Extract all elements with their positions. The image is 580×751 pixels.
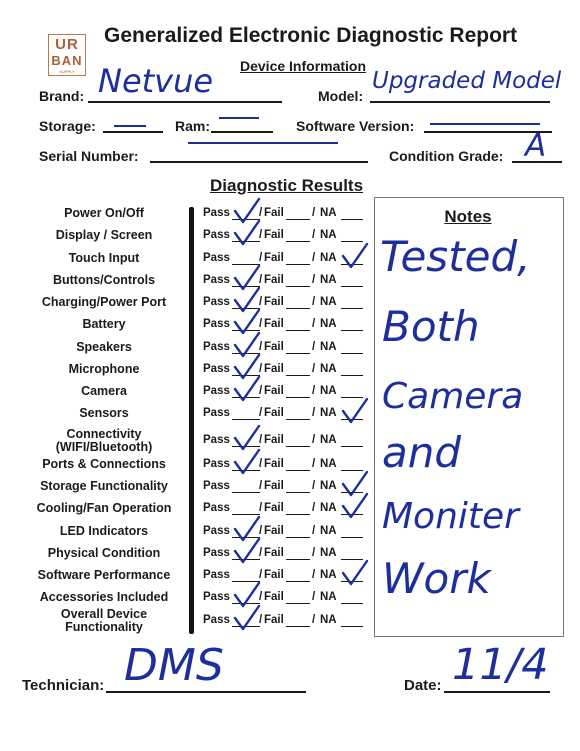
pass-checkmark-icon [232, 537, 262, 565]
option-separator: / [259, 318, 263, 331]
pass-option-label: Pass [203, 546, 230, 559]
notes-handwriting-line: and [382, 428, 462, 477]
model-handwritten-value: Upgraded Model [372, 68, 562, 94]
pass-option-label: Pass [203, 273, 230, 286]
date-line [444, 691, 550, 693]
model-label: Model: [318, 88, 364, 104]
diagnostic-item-label: Physical Condition [47, 545, 161, 560]
option-separator: / [312, 502, 316, 515]
fail-blank[interactable] [286, 397, 310, 398]
pass-option-label: Pass [203, 385, 230, 397]
na-option-label: NA [320, 273, 337, 286]
ram-label: Ram: [175, 118, 211, 134]
option-separator: / [312, 480, 316, 492]
option-separator: / [312, 591, 316, 604]
na-blank[interactable] [341, 353, 363, 354]
diagnostic-item-label: Touch Input [68, 250, 140, 265]
na-option-label: NA [320, 407, 337, 420]
na-checkmark-icon [340, 242, 370, 270]
option-separator: / [312, 433, 316, 446]
fail-option-label: Fail [264, 385, 284, 397]
na-option-label: NA [320, 502, 337, 515]
technician-line [106, 691, 306, 693]
fail-option-label: Fail [264, 318, 284, 331]
fail-blank[interactable] [286, 537, 310, 538]
vertical-divider [189, 207, 194, 634]
pass-blank[interactable] [232, 419, 260, 420]
diagnostic-item-label: Overall Device Functionality [60, 606, 148, 634]
storage-label: Storage: [39, 118, 96, 134]
fail-blank[interactable] [286, 330, 310, 331]
na-blank[interactable] [341, 286, 363, 287]
option-separator: / [312, 296, 316, 308]
pass-option-label: Pass [203, 229, 230, 242]
fail-option-label: Fail [264, 433, 284, 446]
option-separator: / [259, 273, 263, 286]
option-separator: / [259, 385, 263, 397]
na-option-label: NA [320, 546, 337, 559]
fail-option-label: Fail [264, 480, 284, 492]
fail-blank[interactable] [286, 286, 310, 287]
fail-option-label: Fail [264, 613, 284, 626]
option-separator: / [312, 229, 316, 242]
na-blank[interactable] [341, 375, 363, 376]
fail-option-label: Fail [264, 407, 284, 420]
diagnostic-item-label: Cooling/Fan Operation [36, 501, 172, 516]
fail-blank[interactable] [286, 603, 310, 604]
fail-blank[interactable] [286, 446, 310, 447]
brand-line [88, 101, 282, 103]
diagnostic-results-heading: Diagnostic Results [210, 176, 364, 195]
fail-option-label: Fail [264, 569, 284, 581]
option-separator: / [259, 457, 263, 470]
pass-option-label: Pass [203, 502, 230, 515]
pass-option-label: Pass [203, 296, 230, 308]
option-separator: / [312, 457, 316, 470]
diagnostic-item-label: Ports & Connections [42, 456, 166, 471]
fail-option-label: Fail [264, 502, 284, 515]
notes-handwriting-line: Work [382, 554, 491, 603]
diagnostic-item-label: LED Indicators [59, 523, 149, 538]
fail-option-label: Fail [264, 207, 284, 219]
fail-option-label: Fail [264, 340, 284, 353]
pass-option-label: Pass [203, 251, 230, 264]
logo-line-2: BAN [51, 53, 83, 68]
option-separator: / [312, 546, 316, 559]
diagnostic-item-label: Camera [81, 384, 127, 398]
technician-handwritten-value: DMS [124, 640, 224, 691]
na-option-label: NA [320, 318, 337, 331]
na-option-label: NA [320, 229, 337, 242]
fail-blank[interactable] [286, 264, 310, 265]
option-separator: / [312, 569, 316, 581]
logo-line-1: UR [55, 36, 79, 53]
fail-blank[interactable] [286, 419, 310, 420]
option-separator: / [259, 546, 263, 559]
option-separator: / [259, 296, 263, 308]
fail-option-label: Fail [264, 546, 284, 559]
option-separator: / [312, 385, 316, 397]
diagnostic-item-label: Display / Screen [55, 228, 153, 243]
option-separator: / [259, 407, 263, 420]
brand-handwritten-value: Netvue [98, 62, 214, 100]
software-dash-mark [430, 123, 540, 125]
diagnostic-item-label: Speakers [76, 339, 132, 354]
option-separator: / [259, 433, 263, 446]
fail-option-label: Fail [264, 457, 284, 470]
pass-option-label: Pass [203, 457, 230, 470]
brand-label: Brand: [39, 88, 85, 104]
technician-label: Technician: [22, 677, 105, 694]
option-separator: / [259, 591, 263, 604]
option-separator: / [312, 340, 316, 353]
option-separator: / [259, 362, 263, 375]
fail-blank[interactable] [286, 308, 310, 309]
notes-handwriting-line: Tested, [380, 232, 531, 281]
diagnostic-item-label: Storage Functionality [40, 479, 168, 493]
option-separator: / [259, 340, 263, 353]
fail-option-label: Fail [264, 296, 284, 308]
fail-option-label: Fail [264, 273, 284, 286]
pass-option-label: Pass [203, 480, 230, 492]
diagnostic-item-label: Software Performance [37, 568, 171, 582]
option-separator: / [259, 502, 263, 515]
urban-supply-logo [48, 34, 86, 76]
na-blank[interactable] [341, 446, 363, 447]
na-checkmark-icon [340, 397, 370, 425]
date-handwritten-value: 11/4 [452, 640, 549, 690]
option-separator: / [259, 569, 263, 581]
option-separator: / [312, 273, 316, 286]
na-option-label: NA [320, 591, 337, 604]
fail-blank[interactable] [286, 559, 310, 560]
option-separator: / [259, 229, 263, 242]
option-separator: / [259, 524, 263, 537]
pass-option-label: Pass [203, 362, 230, 375]
option-separator: / [259, 207, 263, 219]
storage-line [103, 131, 163, 133]
na-blank[interactable] [341, 626, 363, 627]
fail-option-label: Fail [264, 251, 284, 264]
na-option-label: NA [320, 207, 337, 219]
diagnostic-item-label: Microphone [68, 361, 140, 376]
option-separator: / [259, 613, 263, 626]
na-option-label: NA [320, 433, 337, 446]
fail-blank[interactable] [286, 626, 310, 627]
na-option-label: NA [320, 613, 337, 626]
option-separator: / [259, 480, 263, 492]
fail-blank[interactable] [286, 375, 310, 376]
na-option-label: NA [320, 457, 337, 470]
fail-blank[interactable] [286, 353, 310, 354]
pass-option-label: Pass [203, 407, 230, 420]
fail-option-label: Fail [264, 591, 284, 604]
pass-checkmark-icon [232, 375, 262, 403]
storage-dash-mark [114, 125, 146, 127]
notes-handwriting-line: Camera [382, 376, 524, 417]
diagnostic-item-label: Connectivity (WIFI/Bluetooth) [55, 426, 153, 454]
pass-blank[interactable] [232, 492, 260, 493]
condition-grade-value: A [525, 128, 547, 164]
na-option-label: NA [320, 569, 337, 581]
fail-blank[interactable] [286, 241, 310, 242]
option-separator: / [312, 251, 316, 264]
option-separator: / [312, 362, 316, 375]
na-option-label: NA [320, 524, 337, 537]
option-separator: / [312, 613, 316, 626]
option-separator: / [312, 524, 316, 537]
pass-checkmark-icon [232, 219, 262, 247]
fail-option-label: Fail [264, 362, 284, 375]
pass-checkmark-icon [232, 448, 262, 476]
ram-line [211, 131, 273, 133]
na-option-label: NA [320, 340, 337, 353]
na-option-label: NA [320, 251, 337, 264]
fail-blank[interactable] [286, 581, 310, 582]
fail-blank[interactable] [286, 219, 310, 220]
ram-dash-mark [219, 117, 259, 119]
option-separator: / [312, 318, 316, 331]
pass-option-label: Pass [203, 613, 230, 626]
notes-title: Notes [444, 207, 492, 226]
fail-option-label: Fail [264, 229, 284, 242]
pass-option-label: Pass [203, 591, 230, 604]
report-title: Generalized Electronic Diagnostic Report [104, 24, 518, 47]
date-label: Date: [404, 677, 442, 694]
serial-dash-mark [188, 142, 338, 144]
na-option-label: NA [320, 385, 337, 397]
diagnostic-item-label: Charging/Power Port [41, 295, 167, 309]
pass-option-label: Pass [203, 340, 230, 353]
pass-option-label: Pass [203, 207, 230, 219]
pass-option-label: Pass [203, 433, 230, 446]
fail-blank[interactable] [286, 514, 310, 515]
option-separator: / [312, 407, 316, 420]
diagnostic-item-label: Accessories Included [39, 590, 169, 605]
fail-blank[interactable] [286, 492, 310, 493]
pass-option-label: Pass [203, 524, 230, 537]
notes-handwriting-line: Both [382, 302, 480, 351]
fail-blank[interactable] [286, 470, 310, 471]
pass-checkmark-icon [232, 604, 262, 632]
software-version-label: Software Version: [296, 118, 415, 134]
na-option-label: NA [320, 362, 337, 375]
option-separator: / [312, 207, 316, 219]
pass-option-label: Pass [203, 569, 230, 581]
serial-number-line [150, 161, 368, 163]
diagnostic-item-label: Power On/Off [64, 206, 144, 220]
na-blank[interactable] [341, 219, 363, 220]
na-option-label: NA [320, 296, 337, 308]
na-blank[interactable] [341, 603, 363, 604]
notes-handwriting-line: Moniter [382, 496, 519, 537]
na-blank[interactable] [341, 308, 363, 309]
logo-line-3: SUPPLY [59, 69, 75, 74]
condition-grade-label: Condition Grade: [389, 148, 504, 164]
diagnostic-item-label: Battery [82, 317, 126, 332]
pass-option-label: Pass [203, 318, 230, 331]
na-blank[interactable] [341, 330, 363, 331]
na-checkmark-icon [340, 492, 370, 520]
option-separator: / [259, 251, 263, 264]
device-information-heading: Device Information [240, 58, 367, 74]
na-blank[interactable] [341, 537, 363, 538]
fail-option-label: Fail [264, 524, 284, 537]
model-line [370, 101, 550, 103]
serial-number-label: Serial Number: [39, 148, 139, 164]
diagnostic-item-label: Sensors [79, 406, 129, 421]
na-checkmark-icon [340, 559, 370, 587]
na-option-label: NA [320, 480, 337, 492]
diagnostic-item-label: Buttons/Controls [52, 272, 156, 287]
